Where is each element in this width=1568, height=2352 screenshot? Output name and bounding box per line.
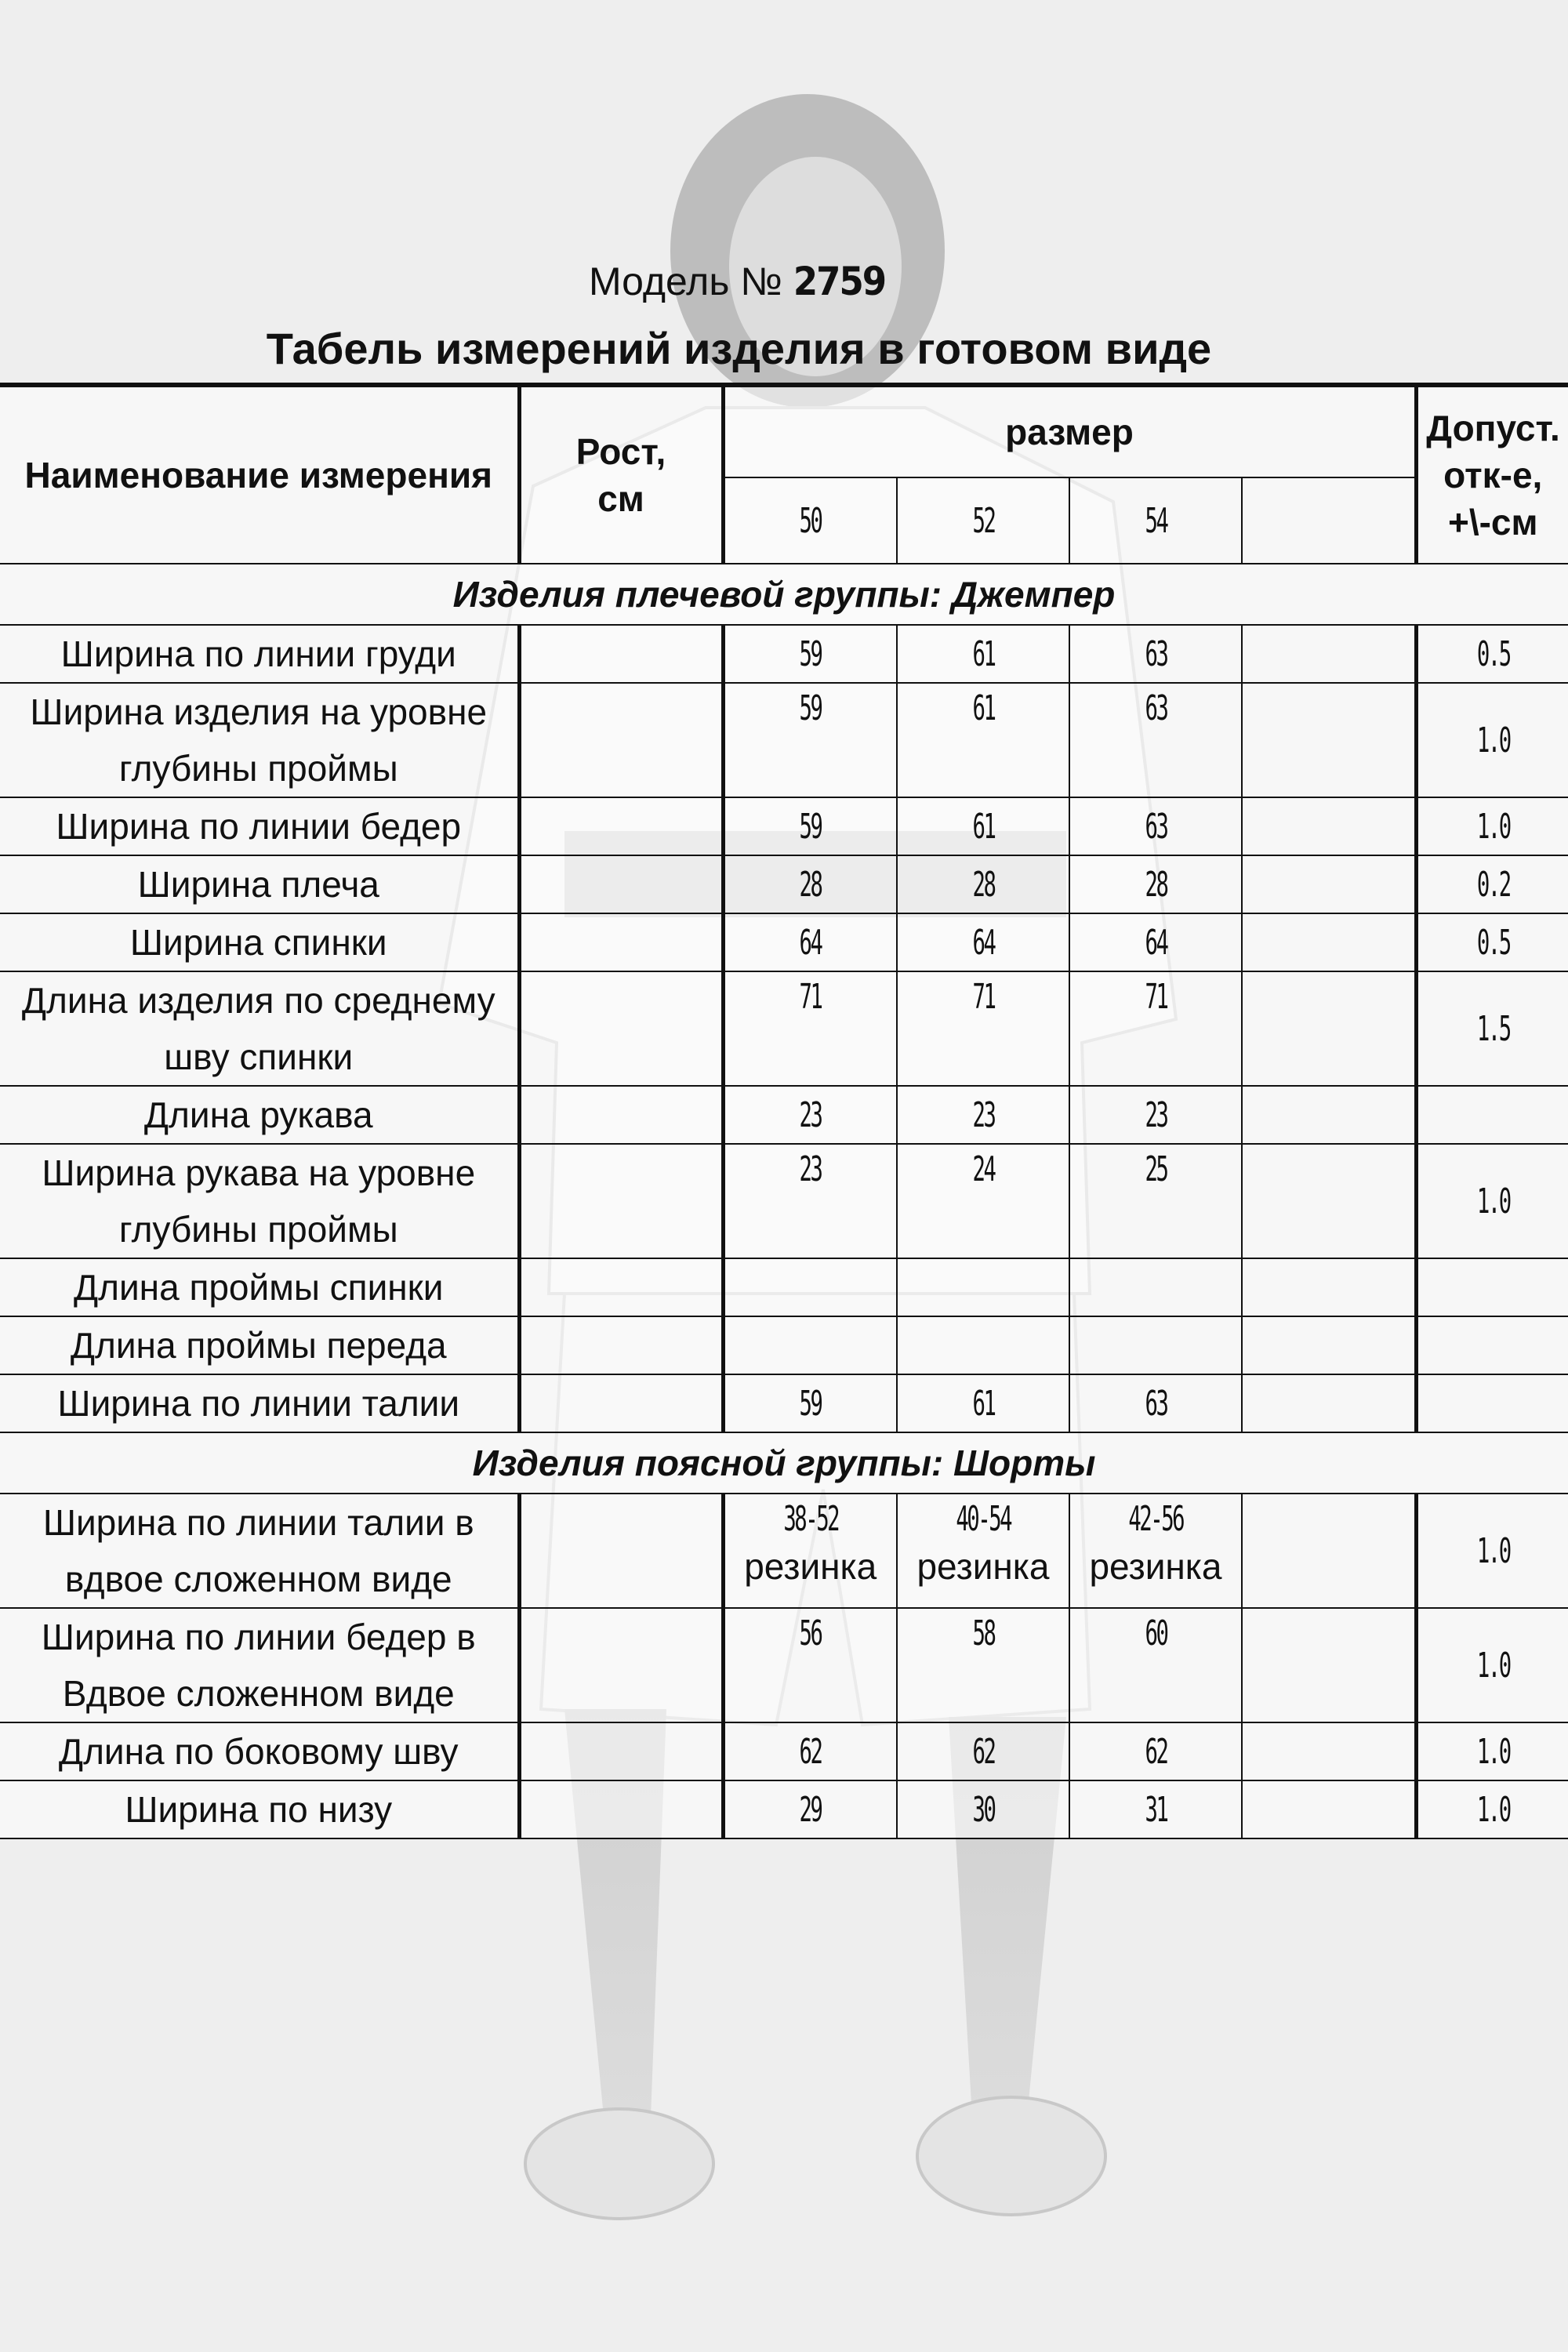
section-header-row [0,564,1568,625]
size-value: 63 [1145,1383,1167,1424]
size-value-cell [897,625,1069,683]
size-value-cell [723,1780,897,1838]
size-value-cell [897,1780,1069,1838]
measurement-name: Ширина по линии талии в вдвое сложенном виде [0,1494,519,1608]
size-value: 64 [1145,922,1167,963]
tolerance-cell [1416,913,1568,971]
size-value-cell [1069,683,1242,797]
size-value-cell [1242,1144,1416,1258]
measurement-name: Ширина по линии бедер в Вдвое сложенном виде [0,1608,519,1722]
size-value-cell [723,913,897,971]
size-value-cell [1242,683,1416,797]
tolerance-value: 1.0 [1476,720,1510,760]
height-cell [519,913,723,971]
size-value-cell [897,855,1069,913]
measurement-name: Ширина плеча [0,855,519,913]
tolerance-value: 1.0 [1476,1789,1510,1830]
size-value-cell [1069,797,1242,855]
measurement-name: Длина изделия по среднему шву спинки [0,971,519,1086]
size-value: 29 [799,1789,822,1830]
size-value: 62 [1145,1731,1167,1772]
header-tolerance-cell [1416,385,1568,564]
section-title: Изделия поясной группы: Шорты [0,1432,1568,1494]
size-value-cell [897,1722,1069,1780]
measurement-name: Ширина рукава на уровне глубины проймы [0,1144,519,1258]
height-cell [519,1374,723,1432]
size-value: 59 [799,806,822,847]
section-title: Изделия плечевой группы: Джемпер [0,564,1568,625]
size-value-cell [1069,1144,1242,1258]
height-cell [519,625,723,683]
size-value: 63 [1145,806,1167,847]
section-header-row [0,1432,1568,1494]
size-col-0: 50 [723,477,897,564]
size-value-cell [723,1608,897,1722]
size-col-1: 52 [897,477,1069,564]
tolerance-value: 1.0 [1476,1181,1510,1221]
height-cell [519,1608,723,1722]
table-row [0,1316,1568,1374]
size-value: 62 [972,1731,994,1772]
table-row [0,913,1568,971]
size-value: 38-52 [782,1499,838,1539]
size-value: 71 [799,977,822,1017]
measurement-name: Ширина по линии талии [0,1374,519,1432]
measurement-name: Длина проймы переда [0,1316,519,1374]
size-value: 71 [1145,977,1167,1017]
tolerance-value: 0.5 [1476,633,1510,674]
table-row [0,971,1568,1086]
height-cell [519,1086,723,1144]
measurement-name: Ширина по линии груди [0,625,519,683]
size-value: 71 [972,977,994,1017]
tolerance-value: 0.5 [1476,922,1510,963]
tolerance-cell [1416,971,1568,1086]
measurement-table [0,383,1568,1839]
size-value: 59 [799,633,822,674]
measurement-name: Ширина по низу [0,1780,519,1838]
tolerance-cell [1416,683,1568,797]
table-row [0,1608,1568,1722]
table-row [0,1780,1568,1838]
size-value: 40-54 [956,1499,1011,1539]
size-value: 23 [1145,1094,1167,1135]
header-height-label: Рост, см [575,431,666,519]
size-value-cell [1242,1374,1416,1432]
size-value: 59 [799,688,822,728]
size-value-cell [1242,797,1416,855]
table-row [0,1144,1568,1258]
size-value-cell [1242,1608,1416,1722]
table-row [0,625,1568,683]
size-value-cell [897,1316,1069,1374]
size-value: 58 [972,1613,994,1653]
tolerance-cell [1416,1086,1568,1144]
size-value: 60 [1145,1613,1167,1653]
measurement-name: Длина проймы спинки [0,1258,519,1316]
header-name-cell: Наименование измерения [0,385,519,564]
size-value-cell [1242,855,1416,913]
tolerance-cell [1416,1608,1568,1722]
size-value-cell [897,913,1069,971]
height-cell [519,1780,723,1838]
tolerance-cell [1416,1258,1568,1316]
size-value-cell [1242,913,1416,971]
size-value-cell [897,1144,1069,1258]
size-value: 61 [972,806,994,847]
size-value-cell [723,1494,897,1608]
size-value-cell [723,683,897,797]
size-value-cell [723,625,897,683]
tolerance-cell [1416,1316,1568,1374]
size-value: 42-56 [1128,1499,1183,1539]
tolerance-value: 1.0 [1476,1731,1510,1772]
table-row [0,1494,1568,1608]
tolerance-cell [1416,1494,1568,1608]
tolerance-value: 1.0 [1476,806,1510,847]
tolerance-cell [1416,797,1568,855]
size-value: 24 [972,1149,994,1189]
size-value: 30 [972,1789,994,1830]
size-value-cell [897,1374,1069,1432]
size-value: 64 [972,922,994,963]
size-value-cell [1069,913,1242,971]
tolerance-value: 1.0 [1476,1530,1510,1571]
table-row [0,855,1568,913]
size-value-cell [897,797,1069,855]
table-row [0,1722,1568,1780]
size-value-cell [1069,1494,1242,1608]
model-prefix: Модель № [588,260,782,303]
size-value: 59 [799,1383,822,1424]
size-value-cell [1069,1374,1242,1432]
size-value-cell [1069,1780,1242,1838]
size-sub-label: резинка [1089,1546,1222,1587]
measurement-name: Ширина по линии бедер [0,797,519,855]
table-row [0,1086,1568,1144]
size-value-cell [1242,625,1416,683]
table-row [0,683,1568,797]
size-value-cell [1069,1316,1242,1374]
size-value: 28 [972,864,994,905]
size-value: 23 [972,1094,994,1135]
size-value: 61 [972,688,994,728]
size-value-cell [897,971,1069,1086]
measurement-name: Длина рукава [0,1086,519,1144]
size-value-cell [897,683,1069,797]
size-col-3 [1242,477,1416,564]
size-value-cell [1242,1780,1416,1838]
size-value-cell [1069,855,1242,913]
measurement-name: Длина по боковому шву [0,1722,519,1780]
size-col-2: 54 [1069,477,1242,564]
size-value-cell [723,1086,897,1144]
size-value-cell [1069,625,1242,683]
size-value-cell [1069,1608,1242,1722]
model-number: 2759 [793,259,886,304]
size-value-cell [1242,1722,1416,1780]
table-row [0,1258,1568,1316]
size-value-cell [723,971,897,1086]
size-value-cell [723,1374,897,1432]
size-value: 23 [799,1149,822,1189]
size-value-cell [723,797,897,855]
header-size-cell: размер [723,385,1416,477]
size-value-cell [1069,1258,1242,1316]
size-value-cell [897,1258,1069,1316]
height-cell [519,797,723,855]
size-value-cell [897,1608,1069,1722]
size-value: 63 [1145,688,1167,728]
tolerance-value: 0.2 [1476,864,1510,905]
tolerance-cell [1416,625,1568,683]
table-row [0,1374,1568,1432]
height-cell [519,683,723,797]
height-cell [519,971,723,1086]
size-value: 56 [799,1613,822,1653]
size-value-cell [1069,971,1242,1086]
table-row [0,797,1568,855]
header-height-cell [519,385,723,564]
size-value: 28 [799,864,822,905]
tolerance-cell [1416,1780,1568,1838]
tolerance-value: 1.5 [1476,1008,1510,1049]
tolerance-cell [1416,1374,1568,1432]
height-cell [519,1144,723,1258]
size-value-cell [1242,1258,1416,1316]
size-value: 63 [1145,633,1167,674]
size-value-cell [1069,1722,1242,1780]
height-cell [519,1494,723,1608]
size-value: 31 [1145,1789,1167,1830]
size-value-cell [1242,1086,1416,1144]
size-value: 61 [972,633,994,674]
tolerance-value: 1.0 [1476,1645,1510,1686]
measurement-name: Ширина изделия на уровне глубины проймы [0,683,519,797]
height-cell [519,1722,723,1780]
model-line [0,259,1474,304]
size-value-cell [897,1494,1069,1608]
size-value-cell [1242,971,1416,1086]
height-cell [519,855,723,913]
tolerance-cell [1416,1144,1568,1258]
height-cell [519,1258,723,1316]
size-sub-label: резинка [916,1546,1050,1587]
size-value: 23 [799,1094,822,1135]
size-value-cell [1242,1316,1416,1374]
size-value: 61 [972,1383,994,1424]
size-value-cell [1242,1494,1416,1608]
size-value: 64 [799,922,822,963]
size-value-cell [1069,1086,1242,1144]
size-value-cell [723,1316,897,1374]
tolerance-cell [1416,855,1568,913]
size-value-cell [723,1258,897,1316]
size-value-cell [723,1722,897,1780]
header-tolerance-label: Допуст. отк-е, +\-см [1426,408,1560,543]
size-value: 25 [1145,1149,1167,1189]
page-title: Табель измерений изделия в готовом виде [266,324,1212,373]
size-value-cell [723,1144,897,1258]
tolerance-cell [1416,1722,1568,1780]
size-sub-label: резинка [744,1546,877,1587]
size-value: 28 [1145,864,1167,905]
height-cell [519,1316,723,1374]
size-value: 62 [799,1731,822,1772]
size-value-cell [897,1086,1069,1144]
size-value-cell [723,855,897,913]
measurement-name: Ширина спинки [0,913,519,971]
